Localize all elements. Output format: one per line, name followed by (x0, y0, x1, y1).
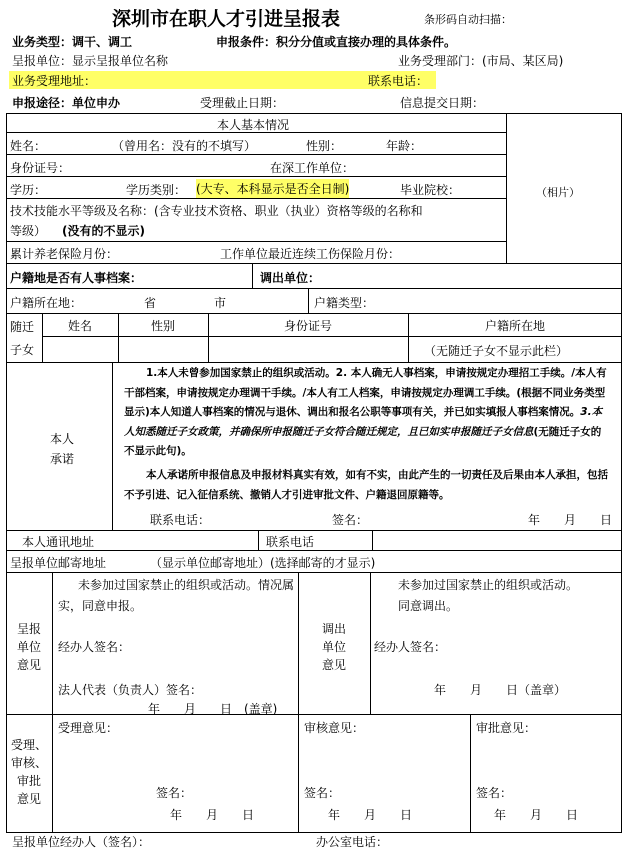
submit-date: 信息提交日期： (400, 96, 485, 110)
legal-rep-sign: 法人代表（负责人）签名： (58, 683, 203, 697)
approval-label-line: 意见 (16, 792, 41, 806)
col-hukou: 户籍所在地 (484, 319, 545, 333)
age-label: 年龄： (386, 139, 423, 153)
footer-office-phone: 办公室电话： (316, 835, 389, 849)
submit-label-line: 意见 (16, 658, 41, 672)
review-opinion-label: 审核意见： (304, 721, 365, 735)
accept-address: 业务受理地址： (12, 74, 97, 88)
page-title: 深圳市在职人才引进呈报表 (112, 8, 341, 30)
children-label-2: 子女 (10, 343, 35, 357)
mail-address-note: （显示单位邮寄地址）(选择邮寄的才显示) (150, 556, 376, 570)
approve-date: 年 月 日 (494, 808, 579, 822)
approval-label-line: 审批 (16, 774, 41, 788)
used-name-label: （曾用名：没有的不填写） (112, 139, 257, 153)
submit-opinion-text-2: 实，同意申报。 (58, 599, 143, 613)
commitment-signature-label: 签名： (332, 513, 369, 527)
city-label: 市 (214, 296, 227, 310)
approval-label (6, 736, 52, 808)
submit-agent-sign: 经办人签名： (58, 640, 131, 654)
approve-opinion-label: 审批意见： (476, 721, 537, 735)
transfer-agent-sign: 经办人签名： (374, 640, 447, 654)
children-label-1: 随迁 (10, 320, 35, 334)
commitment-label-1: 本人 (50, 432, 75, 446)
barcode-label: 条形码自动扫描： (424, 13, 512, 26)
accepting-dept: 业务受理部门：(市局、某区局) (398, 54, 564, 68)
col-name: 姓名 (67, 319, 92, 333)
mail-address-label: 呈报单位邮寄地址 (10, 556, 107, 570)
accept-signature: 签名： (156, 786, 193, 800)
submit-label-line: 呈报 (16, 622, 41, 636)
submit-opinion-text-1: 未参加过国家禁止的组织或活动。情况属 (78, 578, 295, 592)
submit-date-seal: 年 月 日 (盖章) (148, 702, 278, 716)
education-label: 学历： (10, 183, 47, 197)
col-id-number: 身份证号 (283, 319, 332, 333)
province-label: 省 (144, 296, 157, 310)
approval-label-line: 受理、 (10, 738, 47, 752)
archive-location-label: 户籍地是否有人事档案： (10, 271, 143, 285)
commitment-text-1: 1.本人未曾参加国家禁止的组织或活动。2. 本人确无人事档案，申请按规定办理招工手续。/本人有干部档案，申请按规定办理调干手续。/本人有工人档案，申请按规定办理调工手续。(根据不同业务类型显示)本人知道人事档案的情况与退休、调出和报名公职等事项有关，并已如实填报人事档案情况。 (124, 367, 607, 418)
business-type: 业务类型：调干、调工 (12, 35, 133, 49)
hukou-location-label: 户籍所在地： (10, 296, 83, 310)
children-note: （无随迁子女不显示此栏） (424, 344, 569, 358)
approve-signature: 签名： (476, 786, 513, 800)
commitment-paragraph-2: 本人承诺所申报信息及申报材料真实有效，如有不实，由此产生的一切责任及后果由本人承担，包括不予引进、记入征信系统、撤销人才引进审批文件、户籍退回原籍等。 (124, 469, 608, 501)
deadline: 受理截止日期： (200, 96, 285, 110)
id-number-label: 身份证号： (10, 161, 71, 175)
commitment-phone-label: 联系电话： (150, 513, 211, 527)
col-gender: 性别 (150, 319, 175, 333)
declaration-condition: 申报条件：积分分值或直接办理的具体条件。 (216, 35, 457, 49)
commitment-paragraph-1 (124, 364, 610, 462)
basic-section-title: 本人基本情况 (216, 118, 289, 132)
commitment-label-2: 承诺 (50, 452, 75, 466)
submit-unit-opinion-label (6, 620, 52, 674)
skill-level-note: (没有的不显示) (62, 224, 145, 238)
commitment-date: 年 月 日 (528, 513, 613, 527)
transfer-opinion-text-2: 同意调出。 (398, 599, 459, 613)
transfer-label-line: 调出 (321, 622, 346, 636)
photo-placeholder: （相片） (536, 186, 580, 199)
skill-level-label-2: 等级） (10, 224, 47, 238)
transfer-label-line: 意见 (321, 658, 346, 672)
edu-type-label: 学历类别： (126, 183, 187, 197)
contact-phone-label: 联系电话： (368, 74, 429, 88)
pension-months-label: 累计养老保险月份： (10, 247, 119, 261)
channel: 申报途径：单位申办 (12, 96, 121, 110)
name-label: 姓名： (10, 139, 47, 153)
injury-insurance-label: 工作单位最近连续工伤保险月份： (220, 247, 401, 261)
footer-agent: 呈报单位经办人（签名）： (12, 835, 151, 849)
accept-opinion-label: 受理意见： (58, 721, 119, 735)
gender-label: 性别： (306, 139, 343, 153)
approval-label-line: 审核、 (10, 756, 47, 770)
transfer-opinion-text-1: 未参加过国家禁止的组织或活动。 (398, 578, 579, 592)
submitting-unit: 呈报单位：显示呈报单位名称 (12, 54, 169, 68)
transfer-date-seal: 年 月 日（盖章） (434, 683, 567, 697)
work-unit-label: 在深工作单位： (270, 161, 355, 175)
transfer-unit-opinion-label (298, 620, 370, 674)
review-date: 年 月 日 (328, 808, 413, 822)
school-label: 毕业院校： (400, 183, 461, 197)
address-label: 本人通讯地址 (22, 535, 95, 549)
accept-date: 年 月 日 (170, 808, 255, 822)
skill-level-label: 技术技能水平等级及名称：(含专业技术资格、职业（执业）资格等级的名称和 (10, 204, 423, 218)
contact-phone-cell: 联系电话 (266, 535, 315, 549)
review-signature: 签名： (304, 786, 341, 800)
hukou-type-label: 户籍类型： (314, 296, 375, 310)
transfer-unit-label: 调出单位： (260, 271, 321, 285)
transfer-label-line: 单位 (321, 640, 346, 654)
commitment-children-clause: 3.本人知悉随迁子女政策，并确保所申报随迁子女符合随迁规定，且已如实申报随迁子女信息 (124, 406, 603, 438)
commitment-children-note: (无随迁子女的不显示此句)。 (124, 425, 602, 457)
submit-label-line: 单位 (16, 640, 41, 654)
edu-type-note: (大专、本科显示是否全日制) (196, 179, 349, 198)
